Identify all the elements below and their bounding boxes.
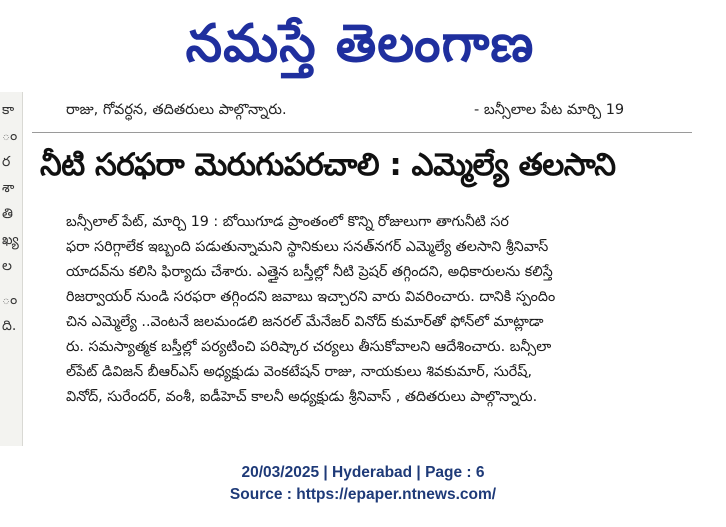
divider (32, 132, 692, 133)
article-line: యాదవ్‌ను కలిసి ఫిర్యాదు చేశారు. ఎత్తైన బస్తీల్లో నీటి ప్రెషర్ తగ్గిందని, అధికారులను కలిస్తే (66, 264, 553, 280)
article-line: చిన ఎమ్మెల్యే ..వెంటనే జలమండలి జనరల్ మేనేజర్ వినోద్ కుమార్‌తో ఫోన్‌లో మాట్లాడా (66, 314, 544, 330)
article-line: ల్‌పేట్ డివిజన్ బీఆర్‌ఎస్ అధ్యక్షుడు వెంకటేషన్ రాజు, నాయకులు శివకుమార్, సురేష్, (66, 364, 532, 380)
previous-article-dateline: - బన్సీలాల పేట మార్చి 19 (474, 102, 625, 118)
left-column-line: ం (2, 128, 18, 144)
source-link[interactable]: Source : https://epaper.ntnews.com/ (229, 486, 497, 503)
left-column-line: ర (2, 154, 11, 170)
article-line: రిజర్వాయర్ నుండి సరఫరా తగ్గిందని జవాబు ఇచ్చారని వారు వివరించారు. దానికి స్పందిం (66, 289, 556, 305)
left-column-line: కా (2, 102, 15, 118)
left-column-line: ఖ్య (2, 232, 19, 248)
left-column-line: తి (2, 206, 13, 222)
article-line: రు. సమస్యాత్మక బస్తీల్లో పర్యటించి పరిష్కార చర్యలు తీసుకోవాలని ఆదేశించారు. బన్సీలా (66, 339, 552, 355)
article-line: ఫరా సరిగ్గాలేక ఇబ్బంది పడుతున్నామని స్థానికులు సనత్‌నగర్ ఎమ్మెల్యే తలసాని శ్రీనివాస్ (66, 239, 549, 255)
article-body (66, 210, 686, 410)
article-line: వినోద్, సురేందర్, వంశీ, ఐడీహెచ్ కాలనీ అధ్యక్షుడు శ్రీనివాస్ , తదితరులు పాల్గొన్నారు. (66, 389, 538, 405)
article-line: బన్సీలాల్ పేట్, మార్చి 19 : బోయిగూడ ప్రాంతంలో కొన్ని రోజులుగా తాగునీటి సర (66, 214, 509, 230)
left-column-line: శా (2, 180, 15, 196)
clip-footer (0, 462, 726, 506)
previous-article-text: రాజు, గోవర్ధన, తదితరులు పాల్గొన్నారు. (66, 102, 287, 118)
left-column-line: ది. (2, 318, 17, 334)
publication-info: 20/03/2025 | Hyderabad | Page : 6 (241, 464, 485, 481)
adjacent-column-fragment (0, 92, 23, 446)
news-clipping (0, 92, 726, 446)
newspaper-logo: నమస్తే తెలంగాణ (185, 14, 535, 74)
left-column-line: ం (2, 292, 18, 308)
previous-article-tail (66, 102, 686, 122)
left-column-line: ల (2, 258, 12, 274)
masthead (0, 0, 726, 92)
article-headline: నీటి సరఫరా మెరుగుపరచాలి : ఎమ్మెల్యే తలసాని (40, 147, 616, 183)
